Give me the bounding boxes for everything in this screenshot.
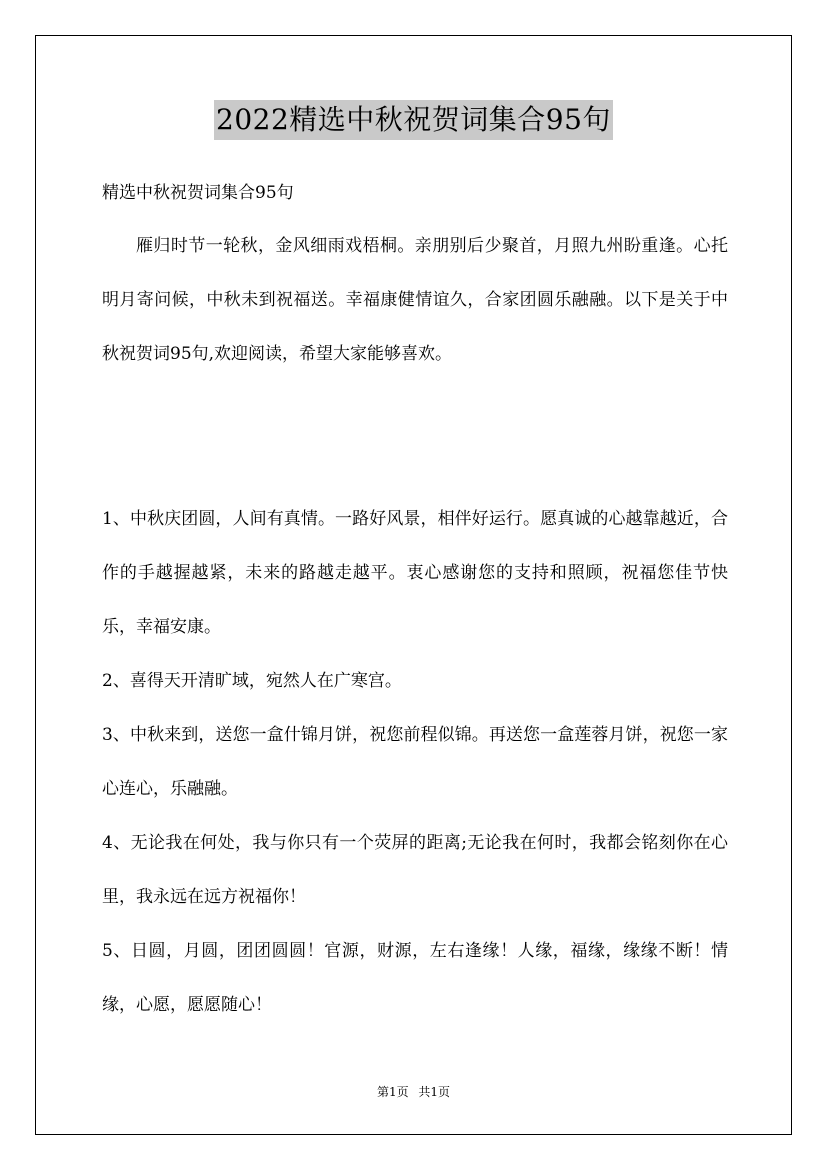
list-item: 4、无论我在何处，我与你只有一个荧屏的距离;无论我在何时，我都会铭刻你在心里，我永远在远方祝福你！ [102,833,728,907]
greeting-list [102,492,728,1032]
document-subtitle: 精选中秋祝贺词集合95句 [102,183,294,203]
page-total: 共1页 [418,1085,451,1099]
intro-paragraph: 雁归时节一轮秋，金风细雨戏梧桐。亲朋别后少聚首，月照九州盼重逢。心托明月寄问候，中秋未到祝福送。幸福康健情谊久，合家团圆乐融融。以下是关于中秋祝贺词95句,欢迎阅读，希望大家能够喜欢。 [102,236,728,364]
list-item: 5、日圆，月圆，团团圆圆！官源，财源，左右逢缘！人缘，福缘，缘缘不断！情缘，心愿，愿愿随心！ [102,941,728,1015]
list-item: 1、中秋庆团圆，人间有真情。一路好风景，相伴好运行。愿真诚的心越靠越近，合作的手越握越紧，未来的路越走越平。衷心感谢您的支持和照顾，祝福您佳节快乐，幸福安康。 [102,509,728,637]
list-item: 2、喜得天开清旷域，宛然人在广寒宫。 [102,671,402,691]
page-footer [0,1083,827,1101]
title-container [0,100,827,140]
list-item: 3、中秋来到，送您一盒什锦月饼，祝您前程似锦。再送您一盒莲蓉月饼，祝您一家心连心，乐融融。 [102,725,728,799]
page-number: 第1页 [376,1085,409,1099]
document-title: 2022精选中秋祝贺词集合95句 [214,100,613,140]
